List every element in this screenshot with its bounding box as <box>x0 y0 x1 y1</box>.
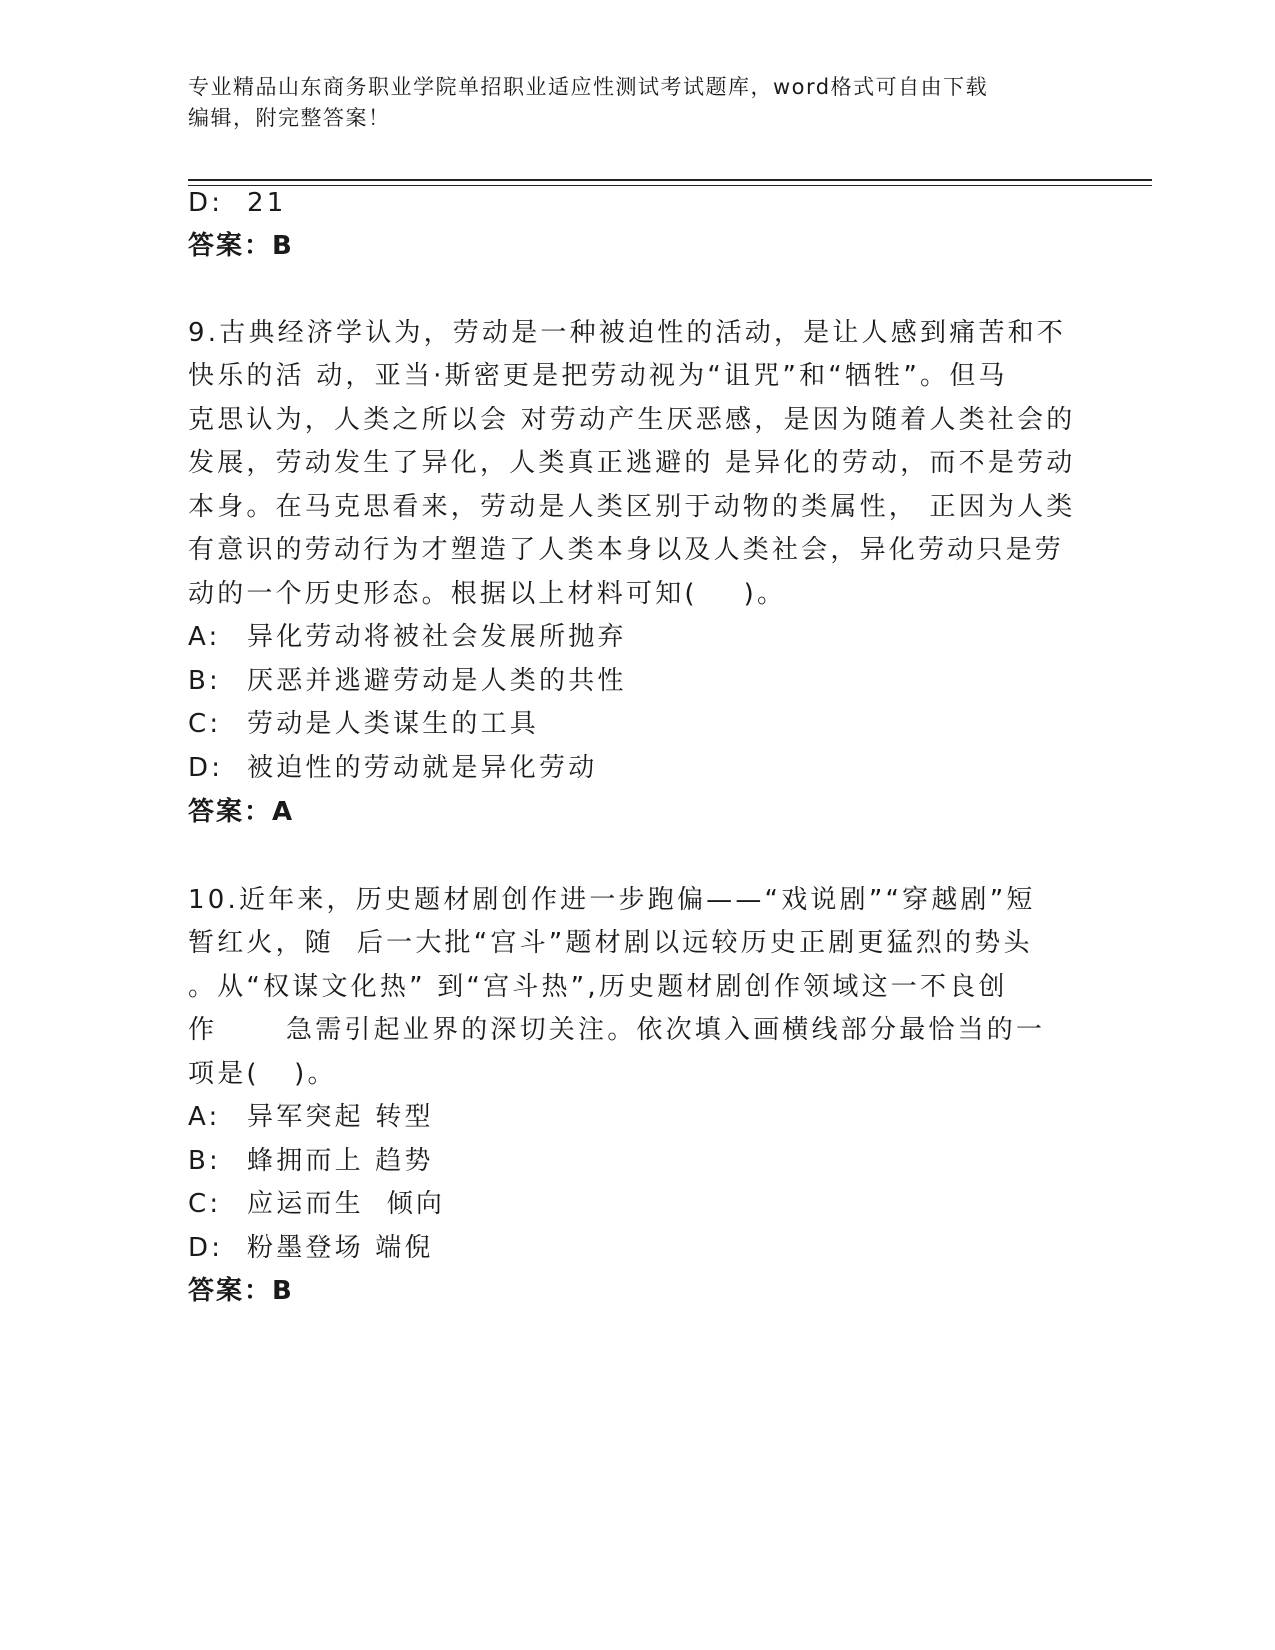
header-rule-thick <box>188 179 1152 181</box>
option-letter: C: <box>188 1189 222 1219</box>
option-text: 被迫性的劳动就是异化劳动 <box>247 753 598 783</box>
option-letter: B: <box>188 666 221 696</box>
q9-option-d <box>188 750 597 786</box>
option-text: 厌恶并逃避劳动是人类的共性 <box>247 666 627 696</box>
q9-line-7: 动的一个历史形态。根据以上材料可知( )。 <box>188 579 787 609</box>
q9-line-1: 9.古典经济学认为，劳动是一种被迫性的活动，是让人感到痛苦和不 <box>188 318 1067 348</box>
q10-line-4: 作 急需引起业界的深切关注。依次填入画横线部分最恰当的一 <box>188 1015 1046 1045</box>
q9-answer: 答案：A <box>188 797 295 827</box>
q10-line-2: 暂红火，随 后一大批“宫斗”题材剧以远较历史正剧更猛烈的势头 <box>188 928 1033 958</box>
q9-option-b <box>188 663 627 699</box>
q9-line-6: 有意识的劳动行为才塑造了人类本身以及人类社会，异化劳动只是劳 <box>188 535 1065 565</box>
q10-option-b <box>188 1143 434 1179</box>
option-text: 粉墨登场 端倪 <box>247 1233 434 1263</box>
q10-option-a <box>188 1099 434 1135</box>
q10-option-c <box>188 1186 445 1222</box>
option-text: 异化劳动将被社会发展所抛弃 <box>247 622 627 652</box>
q9-option-a <box>188 619 627 655</box>
option-letter: C: <box>188 709 222 739</box>
option-letter: D: <box>188 188 224 218</box>
q9-line-5: 本身。在马克思看来，劳动是人类区别于动物的类属性， 正因为人类 <box>188 492 1076 522</box>
header-line-1: 专业精品山东商务职业学院单招职业适应性测试考试题库，word格式可自由下载 <box>188 75 989 99</box>
option-text: 21 <box>247 188 287 218</box>
q10-line-5: 项是( )。 <box>188 1059 337 1089</box>
option-text: 异军突起 转型 <box>247 1102 434 1132</box>
option-text: 蜂拥而上 趋势 <box>247 1146 434 1176</box>
prev-answer: 答案：B <box>188 231 294 261</box>
option-letter: A: <box>188 1102 221 1132</box>
document-header <box>188 72 1078 134</box>
q9-line-4: 发展，劳动发生了异化，人类真正逃避的 是异化的劳动，而不是劳动 <box>188 448 1076 478</box>
option-text: 劳动是人类谋生的工具 <box>247 709 540 739</box>
header-line-2: 编辑，附完整答案！ <box>188 106 391 130</box>
q10-answer: 答案：B <box>188 1276 294 1306</box>
prev-option-d <box>188 185 286 221</box>
q10-option-d <box>188 1230 434 1266</box>
option-letter: A: <box>188 622 221 652</box>
option-letter: B: <box>188 1146 221 1176</box>
option-text: 应运而生 倾向 <box>247 1189 446 1219</box>
q10-line-1: 10.近年来，历史题材剧创作进一步跑偏——“戏说剧”“穿越剧”短 <box>188 885 1036 915</box>
option-letter: D: <box>188 753 224 783</box>
header-rule-thin <box>188 185 1152 186</box>
option-letter: D: <box>188 1233 224 1263</box>
q10-line-3: 。从“权谋文化热” 到“宫斗热”,历史题材剧创作领域这一不良创 <box>188 972 1008 1002</box>
q9-option-c <box>188 706 539 742</box>
q9-line-2: 快乐的活 动，亚当·斯密更是把劳动视为“诅咒”和“牺牲”。但马 <box>188 361 1008 391</box>
q9-line-3: 克思认为，人类之所以会 对劳动产生厌恶感，是因为随着人类社会的 <box>188 405 1076 435</box>
